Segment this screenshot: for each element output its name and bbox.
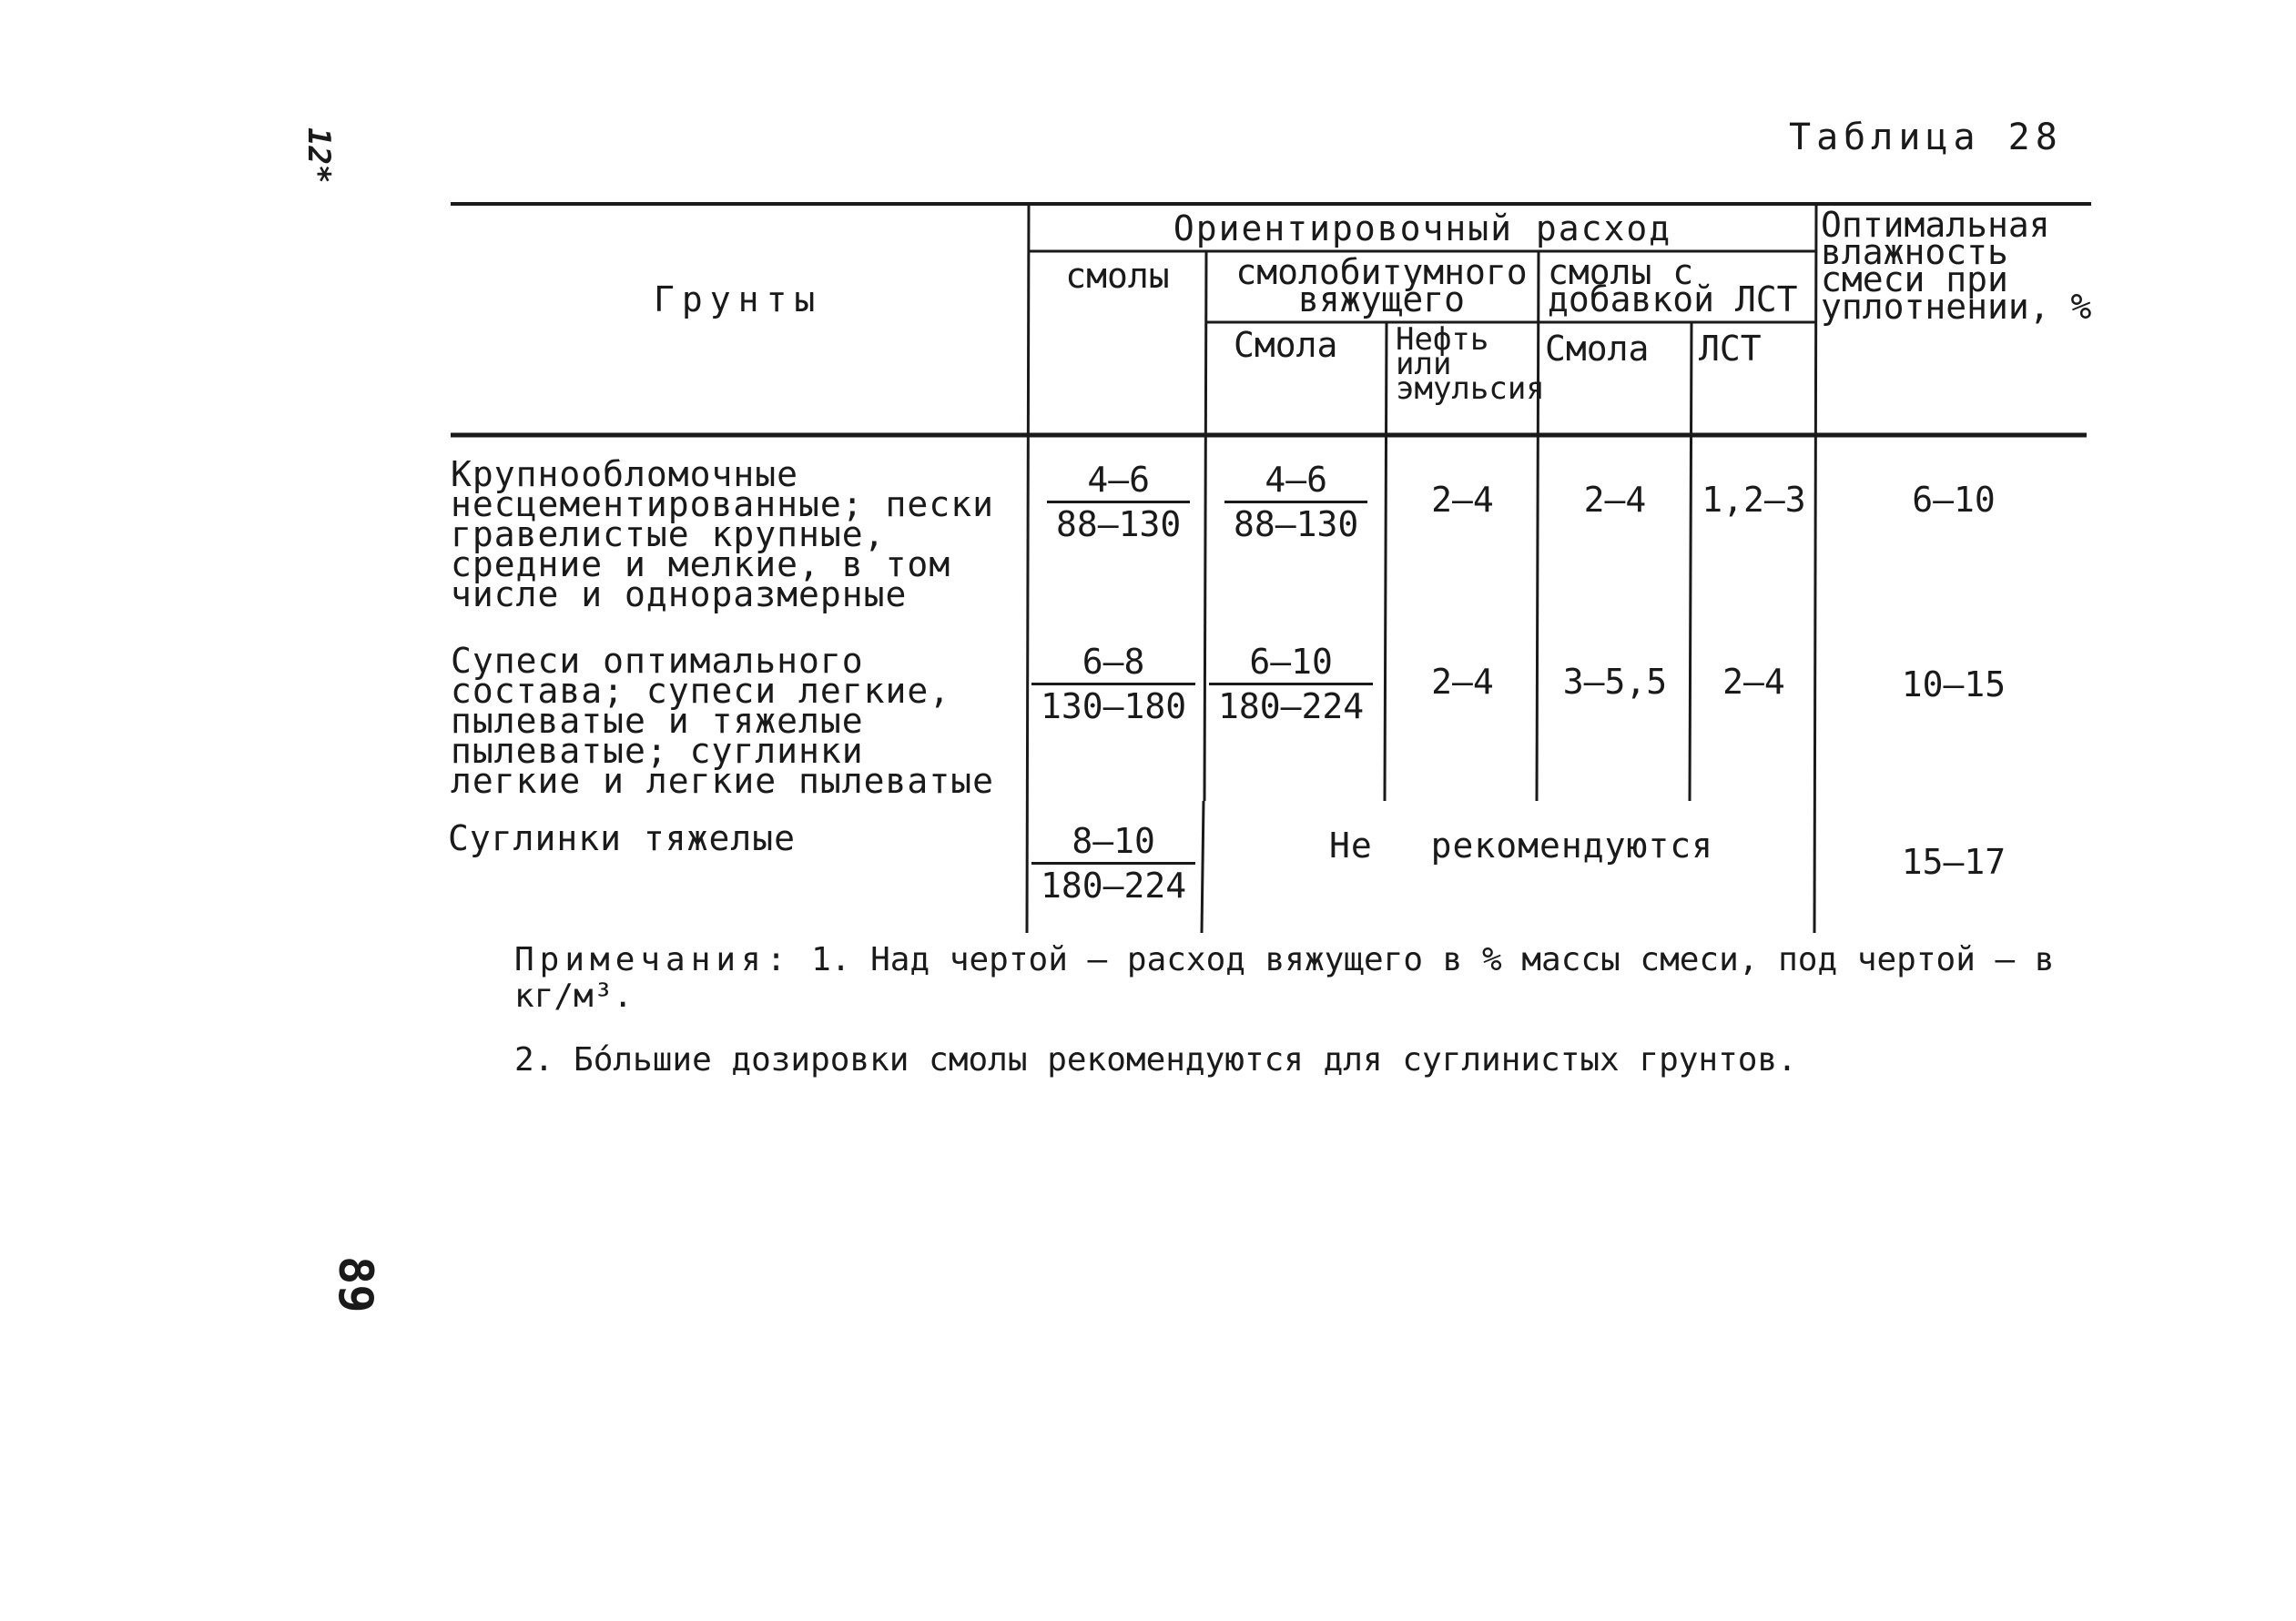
- side-mark: 12*: [300, 127, 337, 184]
- vline-6: [1814, 204, 1816, 933]
- header-sub-oil: Нефть или эмульсия: [1396, 321, 1545, 407]
- header-resin-bitumen: смолобитумного вяжущего: [1235, 252, 1528, 319]
- row-2-rb-oil: 2–4: [1431, 662, 1494, 702]
- vline-5: [1690, 322, 1692, 801]
- header-resin-lst: смолы с добавкой ЛСТ: [1548, 252, 1798, 319]
- header-sub-resin-1: Смола: [1234, 325, 1338, 365]
- row-3-resin-bottom: 180–224: [1031, 862, 1195, 903]
- header-sub-lst: ЛСТ: [1699, 329, 1762, 369]
- row-1-resin: [1047, 462, 1190, 542]
- note-2: 2. Бо́льшие дозировки смолы рекомендуются для суглинистых грунтов.: [514, 1041, 1797, 1079]
- vline-2: [1204, 251, 1206, 801]
- row-2-resin: [1031, 644, 1195, 724]
- row-3-not-recommended: Не рекомендуются: [1329, 826, 1714, 866]
- vline-1: [1027, 204, 1029, 933]
- row-2-rb-resin: [1209, 644, 1373, 724]
- row-2-resin-top: 6–8: [1082, 642, 1145, 682]
- row-1-resin-bottom: 88–130: [1047, 501, 1190, 542]
- row-1-resin-top: 4–6: [1087, 460, 1150, 500]
- row-2-resin-bottom: 130–180: [1031, 683, 1195, 724]
- row-2-lst-resin: 3–5,5: [1562, 662, 1668, 702]
- row-1-soil: Крупнообломочные несцементированные; пески гравелистые крупные, средние и мелкие, в том числе и одноразмерные: [451, 454, 994, 614]
- row-2-rb-resin-bottom: 180–224: [1209, 683, 1373, 724]
- note-1: 1. Над чертой – расход вяжущего в % массы смеси, под чертой – в кг/м³.: [514, 941, 2055, 1015]
- row-1-rb-resin-bottom: 88–130: [1224, 501, 1367, 542]
- row-1-lst-resin: 2–4: [1583, 480, 1647, 520]
- row-1-rb-resin: [1224, 462, 1367, 542]
- row-1-humidity: 6–10: [1912, 480, 1996, 520]
- row-2-lst: 2–4: [1722, 662, 1785, 702]
- page-number: 89: [328, 1256, 382, 1313]
- row-2-soil: Супеси оптимального состава; супеси легкие, пылеватые и тяжелые пылеватые; суглинки легкие и легкие пылеватые: [451, 641, 994, 801]
- row-1-rb-oil: 2–4: [1431, 480, 1494, 520]
- row-3-humidity: 15–17: [1901, 842, 2006, 882]
- row-2-rb-resin-top: 6–10: [1249, 642, 1333, 682]
- notes: [446, 942, 2067, 1106]
- header-soils: Грунты: [654, 279, 823, 319]
- row-2-humidity: 10–15: [1901, 664, 2006, 704]
- row-3-resin-top: 8–10: [1072, 821, 1155, 861]
- header-approx-consumption: Ориентировочный расход: [1173, 208, 1672, 248]
- vline-3: [1385, 322, 1387, 801]
- row-1-lst: 1,2–3: [1702, 480, 1806, 520]
- table-caption: Таблица 28: [1789, 117, 2063, 158]
- vline-7: [1202, 801, 1204, 933]
- header-resin: смолы: [1065, 256, 1170, 296]
- header-sub-resin-2: Смола: [1545, 329, 1650, 369]
- row-3-resin: [1031, 821, 1195, 906]
- notes-label: Примечания:: [514, 941, 792, 978]
- row-1-rb-resin-top: 4–6: [1265, 460, 1327, 500]
- row-3-soil: Суглинки тяжелые: [448, 818, 797, 858]
- header-humidity: Оптимальная влажность смеси при уплотнении, %: [1821, 205, 2092, 327]
